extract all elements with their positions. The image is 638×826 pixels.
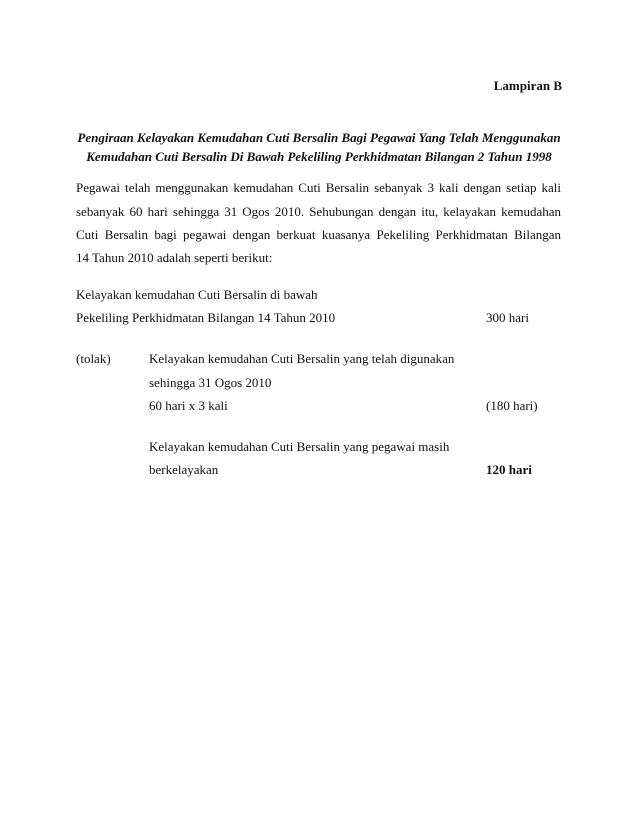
document-title-line-1: Pengiraan Kelayakan Kemudahan Cuti Bersalin Bagi Pegawai Yang Telah Menggunakan: [77, 130, 561, 145]
document-title-line-2: Kemudahan Cuti Bersalin Di Bawah Pekeliling Perkhidmatan Bilangan 2 Tahun 1998: [86, 149, 552, 164]
entitlement-amount: 300 hari: [486, 310, 529, 325]
deduction-line-2: sehingga 31 Ogos 2010: [149, 375, 272, 390]
balance-amount: 120 hari: [486, 462, 532, 477]
deduction-line-3: 60 hari x 3 kali: [149, 398, 228, 413]
paragraph-line: 14 Tahun 2010 adalah seperti berikut:: [76, 250, 273, 265]
annex-label: Lampiran B: [493, 78, 562, 93]
deduction-label: (tolak): [76, 351, 111, 366]
balance-line-1: Kelayakan kemudahan Cuti Bersalin yang pegawai masih: [149, 439, 450, 454]
deduction-amount: (180 hari): [486, 398, 538, 413]
entitlement-line-1: Kelayakan kemudahan Cuti Bersalin di bawah: [76, 287, 318, 302]
balance-line-2: berkelayakan: [149, 462, 219, 477]
paragraph-line: Pegawai telah menggunakan kemudahan Cuti Bersalin sebanyak 3 kali dengan setiap kali: [76, 180, 561, 195]
paragraph-line: sebanyak 60 hari sehingga 31 Ogos 2010. Sehubungan dengan itu, kelayakan kemudahan: [76, 204, 561, 219]
paragraph-line: Cuti Bersalin bagi pegawai dengan berkuat kuasanya Pekeliling Perkhidmatan Bilangan: [76, 227, 561, 242]
entitlement-line-2: Pekeliling Perkhidmatan Bilangan 14 Tahun 2010: [76, 310, 336, 325]
deduction-line-1: Kelayakan kemudahan Cuti Bersalin yang telah digunakan: [149, 351, 455, 366]
